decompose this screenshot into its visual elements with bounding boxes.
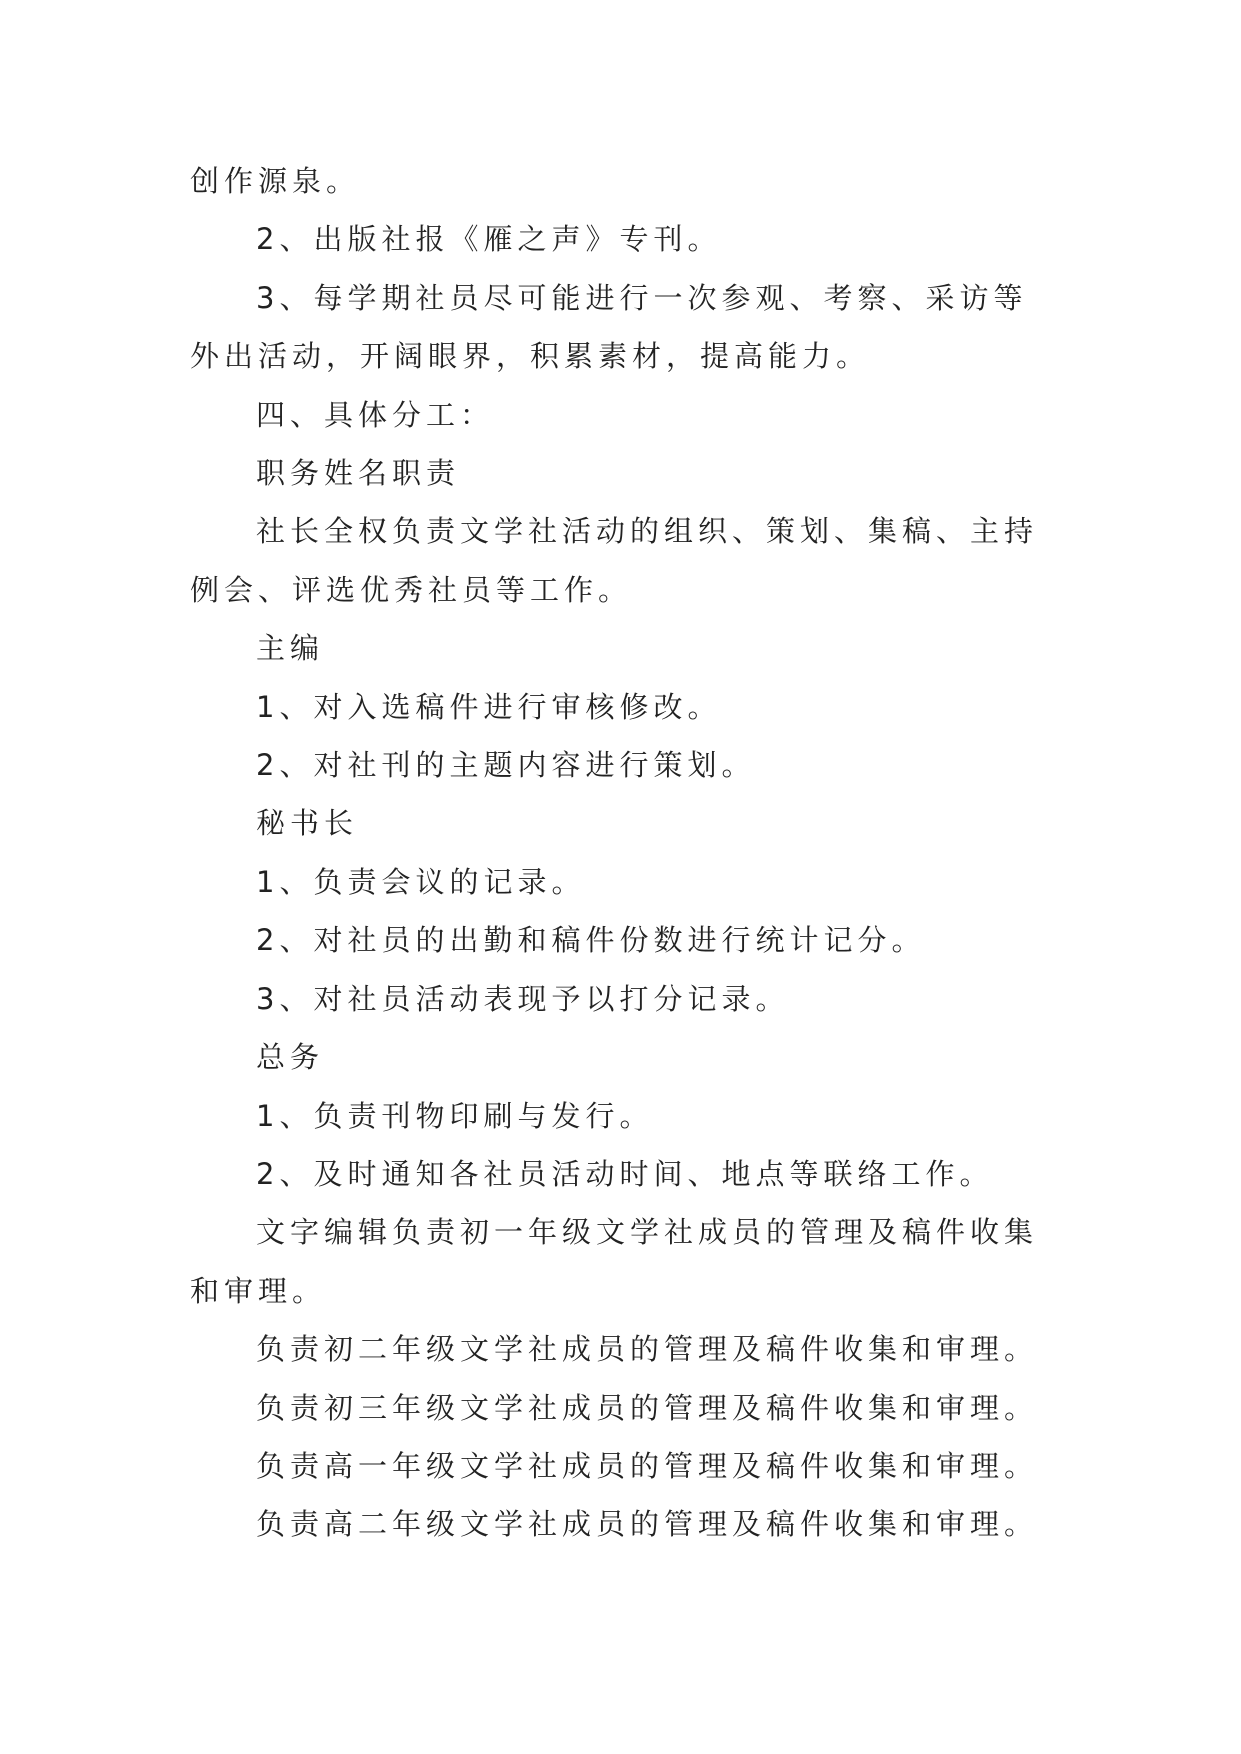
paragraph: 3、对社员活动表现予以打分记录。 [256, 981, 790, 1016]
paragraph: 社长全权负责文学社活动的组织、策划、集稿、主持例会、评选优秀社员等工作。 [190, 514, 1039, 607]
paragraph: 文字编辑负责初一年级文学社成员的管理及稿件收集和审理。 [190, 1215, 1039, 1308]
paragraph: 负责初三年级文学社成员的管理及稿件收集和审理。 [256, 1390, 1039, 1425]
paragraph: 3、每学期社员尽可能进行一次参观、考察、采访等外出活动，开阔眼界，积累素材，提高能力。 [190, 280, 1028, 374]
section-heading: 四、具体分工： [256, 397, 495, 432]
paragraph: 1、负责刊物印刷与发行。 [256, 1098, 654, 1133]
paragraph: 负责高二年级文学社成员的管理及稿件收集和审理。 [256, 1507, 1039, 1542]
paragraph: 2、对社员的出勤和稿件份数进行统计记分。 [256, 923, 926, 958]
paragraph: 创作源泉。 [190, 164, 361, 198]
paragraph: 1、对入选稿件进行审核修改。 [256, 689, 722, 724]
paragraph: 2、对社刊的主题内容进行策划。 [256, 748, 756, 783]
paragraph: 2、出版社报《雁之声》专刊。 [256, 222, 722, 257]
role-title: 秘书长 [256, 806, 359, 841]
paragraph: 2、及时通知各社员活动时间、地点等联络工作。 [256, 1156, 994, 1191]
role-title: 总务 [256, 1040, 325, 1075]
paragraph: 负责初二年级文学社成员的管理及稿件收集和审理。 [256, 1332, 1039, 1367]
document-body [190, 152, 1060, 1554]
paragraph: 负责高一年级文学社成员的管理及稿件收集和审理。 [256, 1448, 1039, 1483]
role-title: 主编 [256, 631, 325, 666]
table-header-line: 职务姓名职责 [256, 456, 461, 491]
paragraph: 1、负责会议的记录。 [256, 864, 586, 899]
